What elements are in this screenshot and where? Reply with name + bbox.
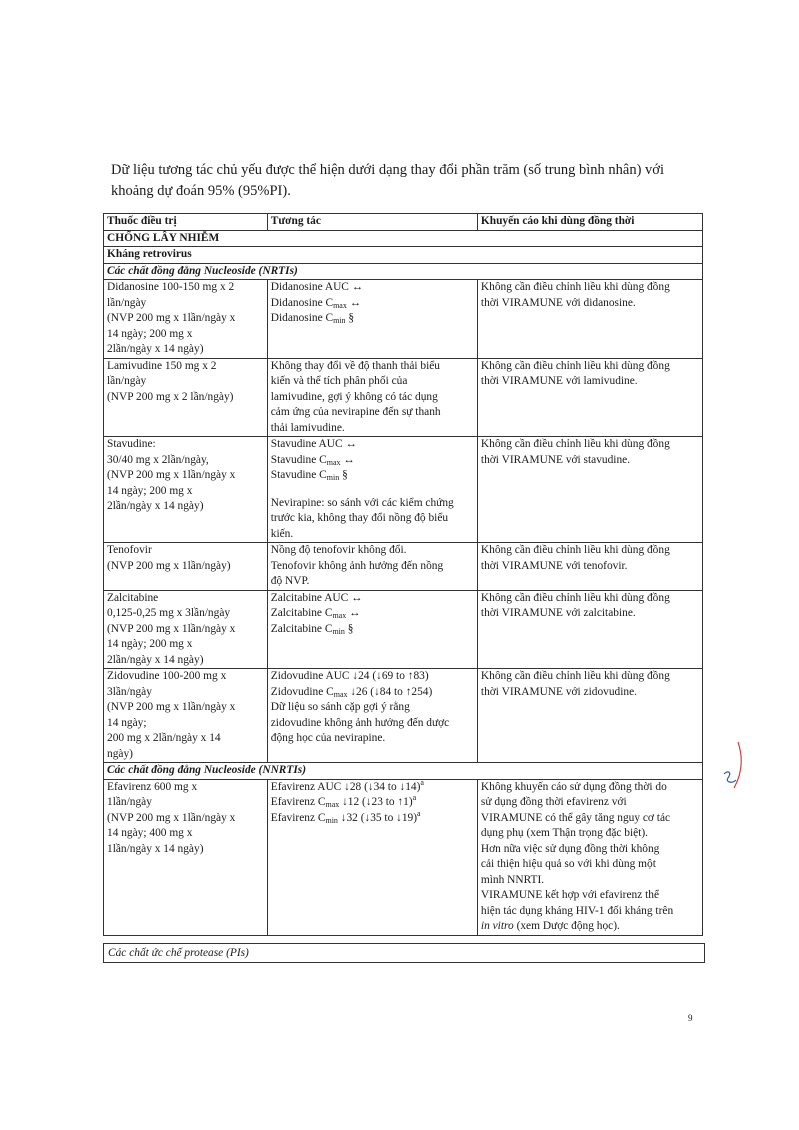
pk-line — [271, 468, 474, 484]
drug-line: Zidovudine 100-200 mg x — [107, 670, 227, 682]
pk-subscript: min — [332, 626, 345, 636]
advice-line: Không cần điều chỉnh liều khi dùng đồng — [480, 591, 670, 604]
pk-subscript: max — [326, 457, 341, 467]
note-line: Dữ liệu so sánh cặp gợi ý rằng — [270, 701, 410, 713]
pk-subscript: min — [333, 316, 346, 325]
advice-cell — [477, 779, 702, 935]
drug-cell — [104, 779, 268, 935]
pk-label: Zidovudine C — [270, 685, 334, 698]
page-number: 9 — [688, 1013, 693, 1023]
pk-label: Didanosine C — [270, 296, 334, 309]
interaction-cell — [267, 437, 477, 543]
drug-line: (NVP 200 mg x 2 lần/ngày) — [107, 390, 234, 403]
group-title-nnrti: Các chất đồng đẳng Nucleoside (NNRTIs) — [104, 763, 703, 780]
drug-line: 0,125-0,25 mg x 3lần/ngày — [107, 607, 231, 619]
intro-paragraph: Dữ liệu tương tác chủ yếu được thể hiện dưới dạng thay đổi phần trăm (số trung bình nhân) với khoảng dự đoán 95% (95%PI). — [111, 162, 664, 199]
drug-line: (NVP 200 mg x 1lần/ngày x — [107, 622, 236, 635]
advice-line: Hơn nữa việc sử dụng đồng thời không — [480, 842, 660, 855]
drug-cell — [104, 358, 268, 437]
drug-line: 14 ngày; 200 mg x — [107, 484, 193, 497]
interaction-cell — [267, 590, 477, 669]
pk-label: Didanosine AUC — [270, 281, 352, 293]
handwritten-mark-icon — [720, 740, 746, 800]
pk-line — [271, 622, 474, 638]
interaction-line: lamivudine, gợi ý không có tác dụng — [270, 390, 438, 403]
header-advice: Khuyến cáo khi dùng đồng thời — [477, 214, 702, 231]
pk-label: Stavudine C — [270, 453, 327, 466]
pk-value: § — [344, 622, 354, 635]
advice-line: Không cần điều chỉnh liều khi dùng đồng — [480, 438, 670, 450]
pk-line — [271, 437, 474, 453]
drug-line: Didanosine 100-150 mg x 2 — [107, 281, 235, 293]
pk-value: ↓24 (↓69 to ↑83) — [352, 670, 429, 682]
drug-line: 3lần/ngày — [107, 685, 152, 698]
pk-line — [270, 808, 474, 827]
pk-subscript: max — [325, 800, 340, 809]
pk-value: ↔ — [351, 281, 364, 293]
pk-label: Zidovudine AUC — [270, 670, 353, 682]
pk-line — [271, 669, 474, 685]
header-drug: Thuốc điều trị — [104, 214, 268, 231]
interaction-cell — [267, 280, 477, 359]
pk-subscript: max — [332, 611, 347, 620]
drug-line: 14 ngày; 200 mg x — [107, 638, 193, 650]
advice-line: VIRAMUNE kết hợp với efavirenz thể — [480, 889, 660, 901]
pk-line — [271, 296, 474, 312]
table-header-row — [104, 214, 703, 231]
table-row — [104, 669, 703, 763]
advice-line: sử dụng đồng thời efavirenz với — [480, 796, 627, 808]
interaction-line: Tenofovir không ảnh hưởng đến nồng — [270, 559, 444, 572]
pk-line — [271, 591, 474, 607]
drug-cell — [104, 437, 268, 543]
pk-label: Stavudine C — [270, 469, 327, 481]
advice-line: dụng phụ (xem Thận trọng đặc biệt). — [480, 827, 649, 839]
advice-line: VIRAMUNE có thể gây tăng nguy cơ tác — [480, 811, 671, 824]
pk-value: ↔ — [346, 296, 362, 309]
table-row — [104, 590, 703, 669]
drug-line: Tenofovir — [107, 544, 152, 556]
pk-value: § — [345, 312, 355, 324]
advice-line: thời VIRAMUNE với stavudine. — [480, 453, 631, 466]
drug-cell — [104, 669, 268, 763]
pi-group-title: Các chất ức chế protease (PIs) — [103, 943, 705, 963]
note-line: Nevirapine: so sánh với các kiểm chứng — [270, 496, 454, 509]
pk-subscript: max — [333, 300, 347, 310]
advice-line — [481, 919, 699, 935]
drug-cell — [104, 280, 268, 359]
drug-line: 14 ngày; 200 mg x — [107, 327, 193, 340]
drug-line: ngày) — [107, 747, 133, 760]
drug-line: Stavudine: — [107, 438, 156, 450]
advice-line: thời VIRAMUNE với lamivudine. — [480, 375, 638, 387]
drug-line: 14 ngày; 400 mg x — [107, 827, 193, 839]
interaction-cell — [267, 543, 477, 591]
advice-italic: in vitro — [480, 920, 514, 932]
table-row — [104, 543, 703, 591]
note-line: kiến. — [270, 527, 294, 540]
interaction-table — [103, 213, 703, 936]
advice-line: Không cần điều chỉnh liều khi dùng đồng — [480, 670, 670, 682]
advice-line: Không cần điều chỉnh liều khi dùng đồng — [480, 359, 670, 372]
drug-cell — [104, 590, 268, 669]
pk-label: Efavirenz C — [270, 796, 326, 808]
pk-line — [271, 685, 474, 701]
drug-line: Lamivudine 150 mg x 2 — [107, 359, 217, 372]
group-title-nrti: Các chất đồng đẳng Nucleoside (NRTIs) — [104, 263, 703, 280]
pk-value: ↓12 (↓23 to ↑1) — [339, 796, 413, 808]
advice-line: thời VIRAMUNE với tenofovir. — [480, 559, 628, 572]
pk-line — [271, 453, 474, 469]
pk-label: Zalcitabine C — [270, 622, 333, 635]
drug-line: 1lần/ngày — [107, 796, 152, 808]
drug-line: (NVP 200 mg x 1lần/ngày x — [107, 469, 236, 481]
pk-label: Zalcitabine AUC — [270, 591, 352, 604]
footnote-mark: a — [412, 793, 417, 803]
pk-label: Didanosine C — [270, 312, 334, 324]
advice-line: Không khuyến cáo sử dụng đồng thời do — [480, 780, 667, 793]
advice-line: mình NNRTI. — [480, 873, 545, 886]
drug-line: 14 ngày; — [107, 716, 147, 729]
drug-line: (NVP 200 mg x 1lần/ngày) — [107, 559, 231, 572]
interaction-cell — [267, 779, 477, 935]
pk-label: Efavirenz AUC — [270, 780, 345, 793]
table-row — [104, 358, 703, 437]
advice-cell — [477, 358, 702, 437]
drug-line: Zalcitabine — [107, 591, 159, 604]
pk-subscript: min — [326, 473, 340, 482]
drug-line: Efavirenz 600 mg x — [107, 780, 198, 793]
drug-cell — [104, 543, 268, 591]
interaction-line: kiến và thể tích phân phối của — [270, 375, 408, 387]
pk-value: ↓28 (↓34 to ↓14) — [344, 780, 421, 793]
drug-line: lần/ngày — [107, 375, 147, 387]
interaction-line: Không thay đổi về độ thanh thải biểu — [270, 359, 440, 372]
interaction-line: cảm ứng của nevirapine đến sự thanh — [270, 406, 441, 418]
pk-line — [271, 280, 474, 296]
drug-line: 2lần/ngày x 14 ngày) — [107, 343, 204, 355]
drug-line: (NVP 200 mg x 1lần/ngày x — [107, 312, 236, 324]
footnote-mark: a — [420, 777, 424, 787]
advice-cell — [477, 437, 702, 543]
pk-line — [271, 311, 474, 327]
pk-line — [271, 606, 474, 622]
advice-cell — [477, 280, 702, 359]
pk-value: ↔ — [345, 438, 357, 450]
advice-cell — [477, 543, 702, 591]
pk-value: ↔ — [351, 591, 363, 604]
drug-line: 200 mg x 2lần/ngày x 14 — [107, 732, 221, 744]
advice-line: thời VIRAMUNE với didanosine. — [480, 296, 636, 309]
advice-line: cải thiện hiệu quả so với khi dùng một — [480, 858, 656, 870]
pk-value: ↔ — [340, 453, 355, 466]
drug-line: 2lần/ngày x 14 ngày) — [107, 500, 204, 512]
pk-value: ↓26 (↓84 to ↑254) — [347, 685, 433, 698]
drug-line: (NVP 200 mg x 1lần/ngày x — [107, 811, 236, 824]
interaction-cell — [267, 358, 477, 437]
pk-value: ↓32 (↓35 to ↓19) — [337, 811, 418, 824]
pk-label: Zalcitabine C — [270, 607, 333, 619]
note-line: zidovudine không ảnh hưởng đến dược — [270, 716, 450, 729]
advice-line: hiện tác dụng kháng HIV-1 đối kháng trên — [480, 904, 674, 917]
subsection-title: Kháng retrovirus — [104, 247, 703, 264]
section-title: CHỐNG LÂY NHIỄM — [104, 230, 703, 247]
interaction-line: thải lamivudine. — [270, 421, 345, 434]
note-line: trước kia, không thay đổi nồng độ biểu — [270, 512, 449, 524]
interaction-cell — [267, 669, 477, 763]
advice-cell — [477, 669, 702, 763]
pk-label: Efavirenz C — [270, 811, 326, 824]
advice-line: Không cần điều chỉnh liều khi dùng đồng — [480, 544, 670, 556]
table-row — [104, 779, 703, 935]
advice-line: Không cần điều chỉnh liều khi dùng đồng — [480, 281, 670, 293]
interaction-line: Nồng độ tenofovir không đổi. — [270, 544, 407, 556]
drug-line: 30/40 mg x 2lần/ngày, — [107, 453, 209, 466]
header-interaction: Tương tác — [267, 214, 477, 231]
drug-line: 2lần/ngày x 14 ngày) — [107, 653, 204, 666]
footnote-mark: a — [417, 808, 421, 818]
drug-line: 1lần/ngày x 14 ngày) — [107, 842, 204, 855]
advice-rest: (xem Dược động học). — [513, 920, 620, 932]
pk-value: ↔ — [346, 607, 361, 619]
advice-line: thời VIRAMUNE với zalcitabine. — [480, 607, 636, 619]
drug-line: lần/ngày — [107, 296, 147, 309]
pk-subscript: max — [333, 689, 348, 699]
pk-line — [271, 795, 474, 811]
advice-line: thời VIRAMUNE với zidovudine. — [480, 685, 638, 698]
advice-cell — [477, 590, 702, 669]
table-row — [104, 280, 703, 359]
pk-subscript: min — [325, 815, 338, 825]
pk-line — [270, 777, 474, 796]
note-line: động học của nevirapine. — [270, 732, 386, 744]
drug-line: (NVP 200 mg x 1lần/ngày x — [107, 701, 236, 713]
pk-value: § — [339, 469, 348, 481]
interaction-line: độ NVP. — [270, 575, 310, 587]
pk-label: Stavudine AUC — [270, 438, 346, 450]
table-row — [104, 437, 703, 543]
